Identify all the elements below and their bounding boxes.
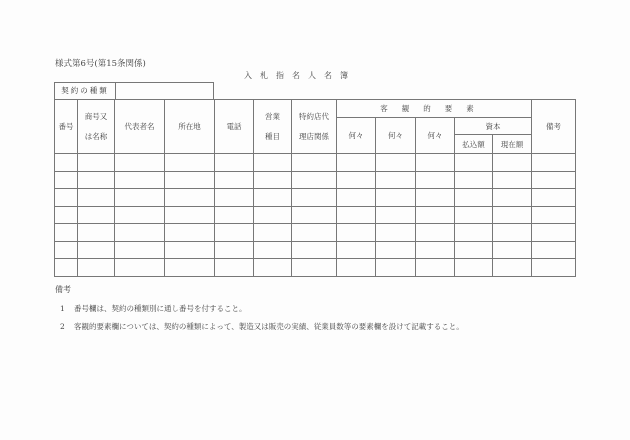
table-cell[interactable] — [254, 171, 292, 189]
header-item3: 何々 — [416, 118, 455, 154]
header-paid-in: 払込額 — [455, 135, 493, 154]
header-objective: 客観的要素 — [337, 100, 532, 118]
table-cell[interactable] — [455, 154, 493, 172]
table-cell[interactable] — [115, 224, 165, 242]
note-text: 客観的要素欄については、契約の種類によって、製造又は販売の実績、従業員数等の要素欄を設けて記載すること。 — [74, 322, 464, 331]
table-cell[interactable] — [416, 189, 455, 207]
table-cell[interactable] — [292, 241, 337, 259]
table-cell[interactable] — [337, 241, 376, 259]
table-cell[interactable] — [215, 189, 254, 207]
table-cell[interactable] — [292, 154, 337, 172]
table-cell[interactable] — [254, 206, 292, 224]
header-agent — [292, 100, 337, 154]
table-cell[interactable] — [493, 259, 532, 277]
header-item2: 何々 — [376, 118, 416, 154]
table-cell[interactable] — [215, 171, 254, 189]
header-trade-name-line1: 商号又 — [84, 112, 108, 121]
table-row — [55, 154, 576, 172]
table-cell[interactable] — [337, 259, 376, 277]
table-cell[interactable] — [455, 224, 493, 242]
table-cell[interactable] — [215, 259, 254, 277]
table-cell[interactable] — [55, 206, 78, 224]
table-cell[interactable] — [215, 241, 254, 259]
table-cell[interactable] — [532, 171, 576, 189]
header-number: 番号 — [55, 100, 78, 154]
table-cell[interactable] — [78, 189, 115, 207]
table-row — [55, 224, 576, 242]
table-cell[interactable] — [165, 224, 215, 242]
header-trade-name-line2: は名称 — [84, 132, 108, 141]
table-cell[interactable] — [337, 154, 376, 172]
table-cell[interactable] — [532, 224, 576, 242]
table-cell[interactable] — [55, 259, 78, 277]
bidder-list-table — [54, 99, 576, 277]
table-cell[interactable] — [376, 154, 416, 172]
table-cell[interactable] — [455, 189, 493, 207]
table-cell[interactable] — [376, 171, 416, 189]
table-cell[interactable] — [165, 206, 215, 224]
table-cell[interactable] — [376, 206, 416, 224]
table-cell[interactable] — [532, 206, 576, 224]
table-row — [55, 206, 576, 224]
table-cell[interactable] — [292, 224, 337, 242]
table-cell[interactable] — [165, 171, 215, 189]
table-cell[interactable] — [493, 206, 532, 224]
table-cell[interactable] — [292, 259, 337, 277]
header-representative: 代表者名 — [115, 100, 165, 154]
table-cell[interactable] — [78, 241, 115, 259]
table-cell[interactable] — [78, 206, 115, 224]
header-business-line1: 営業 — [265, 112, 280, 121]
header-business — [254, 100, 292, 154]
table-cell[interactable] — [55, 224, 78, 242]
table-cell[interactable] — [115, 259, 165, 277]
header-item1: 何々 — [337, 118, 376, 154]
header-remarks: 備考 — [532, 100, 576, 154]
table-cell[interactable] — [376, 259, 416, 277]
table-cell[interactable] — [115, 241, 165, 259]
header-address: 所在地 — [165, 100, 215, 154]
table-cell[interactable] — [215, 206, 254, 224]
table-cell[interactable] — [493, 189, 532, 207]
header-current: 現在額 — [493, 135, 532, 154]
table-cell[interactable] — [416, 224, 455, 242]
table-cell[interactable] — [455, 206, 493, 224]
header-trade-name — [78, 100, 115, 154]
header-agent-line1: 特約店代 — [299, 112, 329, 121]
header-phone: 電話 — [215, 100, 254, 154]
table-cell[interactable] — [376, 224, 416, 242]
table-cell[interactable] — [337, 224, 376, 242]
table-cell[interactable] — [254, 241, 292, 259]
table-cell[interactable] — [416, 154, 455, 172]
table-cell[interactable] — [115, 171, 165, 189]
table-cell[interactable] — [55, 189, 78, 207]
header-capital: 資本 — [455, 118, 532, 135]
notes-title: 備考 — [55, 285, 71, 294]
table-cell[interactable] — [532, 259, 576, 277]
table-cell[interactable] — [455, 171, 493, 189]
note-text: 番号欄は、契約の種類別に通し番号を付すること。 — [74, 304, 247, 313]
table-cell[interactable] — [115, 206, 165, 224]
table-cell[interactable] — [115, 154, 165, 172]
header-agent-line2: 理店関係 — [299, 132, 329, 141]
table-cell[interactable] — [292, 171, 337, 189]
table-cell[interactable] — [376, 189, 416, 207]
table-cell[interactable] — [55, 171, 78, 189]
table-cell[interactable] — [78, 224, 115, 242]
table-cell[interactable] — [165, 189, 215, 207]
header-business-line2: 種目 — [265, 132, 280, 141]
table-row — [55, 241, 576, 259]
form-number: 様式第6号(第15条関係) — [55, 59, 146, 69]
note-number: 1 — [60, 304, 65, 313]
table-cell[interactable] — [55, 154, 78, 172]
table-cell[interactable] — [416, 241, 455, 259]
document-title: 入札指名人名簿 — [244, 71, 356, 80]
table-row — [55, 259, 576, 277]
table-cell[interactable] — [455, 241, 493, 259]
table-cell[interactable] — [254, 189, 292, 207]
table-cell[interactable] — [532, 241, 576, 259]
contract-kind-box — [54, 82, 214, 99]
table-cell[interactable] — [55, 241, 78, 259]
table-cell[interactable] — [165, 154, 215, 172]
table-cell[interactable] — [254, 154, 292, 172]
table-cell[interactable] — [254, 224, 292, 242]
table-cell[interactable] — [337, 171, 376, 189]
table-cell[interactable] — [78, 154, 115, 172]
table-row — [55, 189, 576, 207]
table-cell[interactable] — [78, 259, 115, 277]
note-item-1 — [60, 303, 247, 314]
table-cell[interactable] — [416, 206, 455, 224]
table-cell[interactable] — [165, 241, 215, 259]
table-cell[interactable] — [78, 171, 115, 189]
table-cell[interactable] — [416, 259, 455, 277]
table-cell[interactable] — [115, 189, 165, 207]
table-cell[interactable] — [493, 154, 532, 172]
table-row — [55, 171, 576, 189]
table-cell[interactable] — [292, 189, 337, 207]
table-cell[interactable] — [337, 206, 376, 224]
table-cell[interactable] — [292, 206, 337, 224]
table-cell[interactable] — [493, 171, 532, 189]
table-cell[interactable] — [455, 259, 493, 277]
table-cell[interactable] — [337, 189, 376, 207]
table-cell[interactable] — [493, 241, 532, 259]
table-cell[interactable] — [215, 224, 254, 242]
table-cell[interactable] — [165, 259, 215, 277]
table-cell[interactable] — [493, 224, 532, 242]
table-cell[interactable] — [254, 259, 292, 277]
table-cell[interactable] — [532, 154, 576, 172]
table-cell[interactable] — [215, 154, 254, 172]
table-cell[interactable] — [532, 189, 576, 207]
note-item-2 — [60, 321, 464, 332]
contract-kind-label: 契約の種類 — [55, 83, 116, 99]
table-cell[interactable] — [376, 241, 416, 259]
note-number: 2 — [60, 322, 65, 331]
table-cell[interactable] — [416, 171, 455, 189]
